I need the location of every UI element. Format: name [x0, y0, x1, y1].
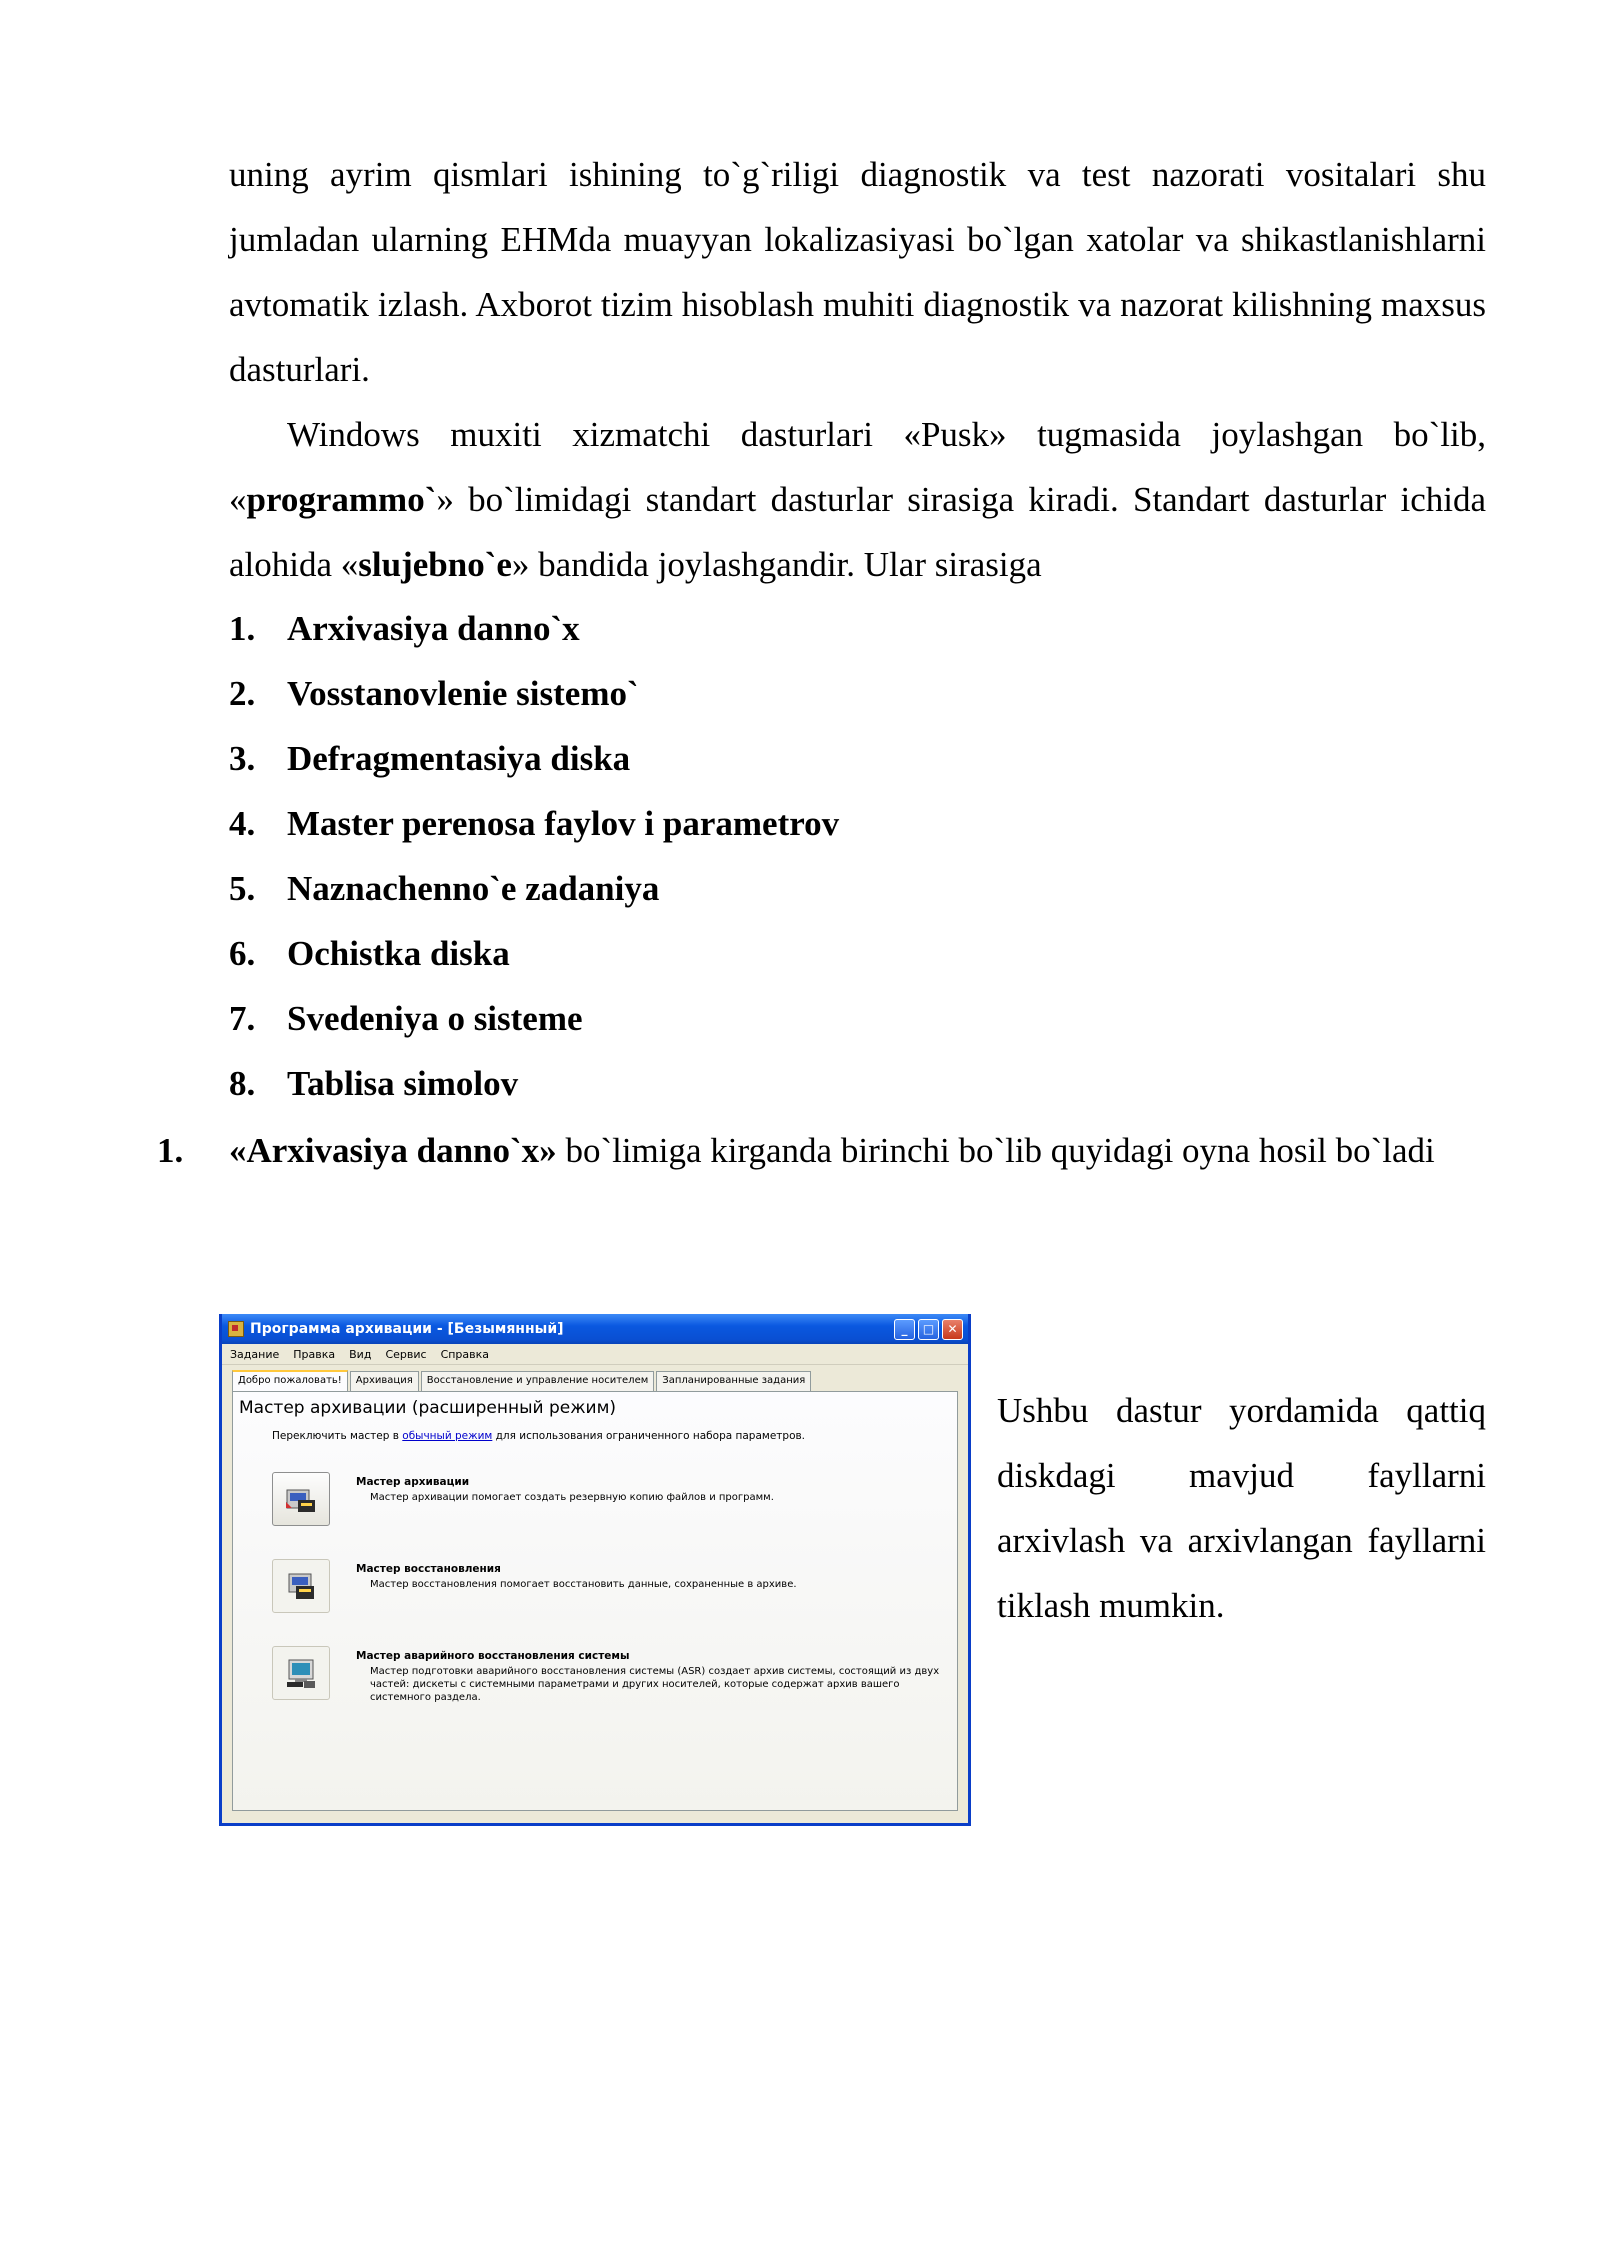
restore-wizard-icon: [284, 1569, 318, 1603]
list-number: 6.: [229, 934, 256, 973]
close-button[interactable]: ✕: [942, 1319, 963, 1340]
asr-wizard-title: Мастер аварийного восстановления системы: [356, 1650, 630, 1662]
panel-title: Мастер архивации (расширенный режим): [239, 1398, 617, 1418]
text-run: » bo`limidagi standart dasturlar sirasiga kiradi. Standart dasturlar ichida alohida «: [229, 480, 1486, 584]
asr-wizard-desc: Мастер подготовки аварийного восстановления системы (ASR) создает архив системы, состоящий из двух частей: дискеты с системными параметрами и других носителей, которые содержат архив вашего системного раздела.: [370, 1666, 940, 1703]
section-number: 1.: [157, 1131, 184, 1170]
list-item: [229, 921, 839, 986]
list-item: [229, 596, 839, 661]
menu-item-spravka[interactable]: Справка: [440, 1347, 490, 1361]
list-text: Defragmentasiya diska: [287, 739, 631, 778]
bold-term-arxivasiya: «Arxivasiya danno`x»: [229, 1131, 557, 1170]
restore-wizard-button[interactable]: [272, 1559, 330, 1613]
paragraph-archive-section: [229, 1118, 1486, 1183]
window-title: Программа архивации - [Безымянный]: [250, 1321, 564, 1337]
tab-restore-media[interactable]: Восстановление и управление носителем: [421, 1371, 655, 1392]
list-number: 5.: [229, 869, 256, 908]
asr-wizard-button[interactable]: [272, 1646, 330, 1700]
backup-app-icon: [228, 1321, 244, 1337]
list-number: 3.: [229, 739, 256, 778]
backup-program-window: [219, 1314, 971, 1826]
backup-wizard-title: Мастер архивации: [356, 1476, 470, 1488]
list-text: Naznachenno`e zadaniya: [287, 869, 660, 908]
text-run: » bandida joylashgandir. Ular sirasiga: [511, 545, 1042, 584]
list-text: Svedeniya o sisteme: [287, 999, 583, 1038]
tab-scheduled-jobs[interactable]: Запланированные задания: [656, 1371, 811, 1392]
list-item: [229, 856, 839, 921]
list-number: 4.: [229, 804, 256, 843]
utilities-list: [229, 596, 839, 1116]
list-number: 7.: [229, 999, 256, 1038]
paragraph-side-description: Ushbu dastur yordamida qattiq diskdagi mavjud fayllarni arxivlash va arxivlangan fayllarni tiklash mumkin.: [997, 1391, 1486, 1625]
list-item: [229, 791, 839, 856]
tab-backup[interactable]: Архивация: [350, 1371, 419, 1392]
menu-bar: [222, 1344, 968, 1365]
tab-welcome[interactable]: Добро пожаловать!: [232, 1370, 348, 1393]
list-item: [229, 1051, 839, 1116]
text-run: bo`limiga kirganda birinchi bo`lib quyidagi oyna hosil bo`ladi: [556, 1131, 1435, 1170]
list-number: 8.: [229, 1064, 256, 1103]
maximize-button[interactable]: □: [918, 1319, 939, 1340]
mode-switch-text: [272, 1430, 805, 1442]
minimize-button[interactable]: _: [894, 1319, 915, 1340]
welcome-panel: [232, 1391, 958, 1811]
text-run: для использования ограниченного набора параметров.: [492, 1430, 806, 1442]
list-item: [229, 986, 839, 1051]
list-number: 1.: [229, 609, 256, 648]
list-text: Master perenosa faylov i parametrov: [287, 804, 840, 843]
restore-wizard-desc: Мастер восстановления помогает восстановить данные, сохраненные в архиве.: [370, 1579, 797, 1590]
backup-wizard-desc: Мастер архивации помогает создать резервную копию файлов и программ.: [370, 1492, 774, 1503]
menu-item-servis[interactable]: Сервис: [385, 1347, 427, 1361]
paragraph-intro: uning ayrim qismlari ishining to`g`riligi diagnostik va test nazorati vositalari shu jumladan ularning EHMda muayyan lokalizasiyasi bo`lgan xatolar va shikastlanishlarni avtomatik izlash. Axborot tizim hisoblash muhiti diagnostik va nazorat kilishning maxsus dasturlari.: [229, 155, 1486, 389]
list-number: 2.: [229, 674, 256, 713]
bold-term-sluzhebnye: slujebno`e: [358, 545, 512, 584]
list-text: Tablisa simolov: [287, 1064, 519, 1103]
restore-wizard-title: Мастер восстановления: [356, 1563, 501, 1575]
list-text: Arxivasiya danno`x: [287, 609, 580, 648]
basic-mode-link[interactable]: обычный режим: [402, 1430, 493, 1442]
list-text: Ochistka diska: [287, 934, 510, 973]
backup-wizard-button[interactable]: [272, 1472, 330, 1526]
backup-wizard-icon: [284, 1482, 318, 1516]
bold-term-programmy: programmo`: [246, 480, 437, 519]
menu-item-vid[interactable]: Вид: [349, 1347, 372, 1361]
tab-strip: [222, 1365, 968, 1391]
list-text: Vosstanovlenie sistemo`: [287, 674, 639, 713]
window-titlebar: [222, 1314, 968, 1344]
menu-item-zadanie[interactable]: Задание: [230, 1347, 280, 1361]
list-item: [229, 726, 839, 791]
paragraph-windows-utilities: [229, 402, 1486, 597]
asr-wizard-icon: [284, 1656, 318, 1690]
text-run: Windows muxiti xizmatchi dasturlari «Pusk» tugmasida joylashgan bo`lib, «: [229, 415, 1486, 519]
menu-item-pravka[interactable]: Правка: [293, 1347, 336, 1361]
text-run: Переключить мастер в: [272, 1430, 403, 1442]
list-item: [229, 661, 839, 726]
